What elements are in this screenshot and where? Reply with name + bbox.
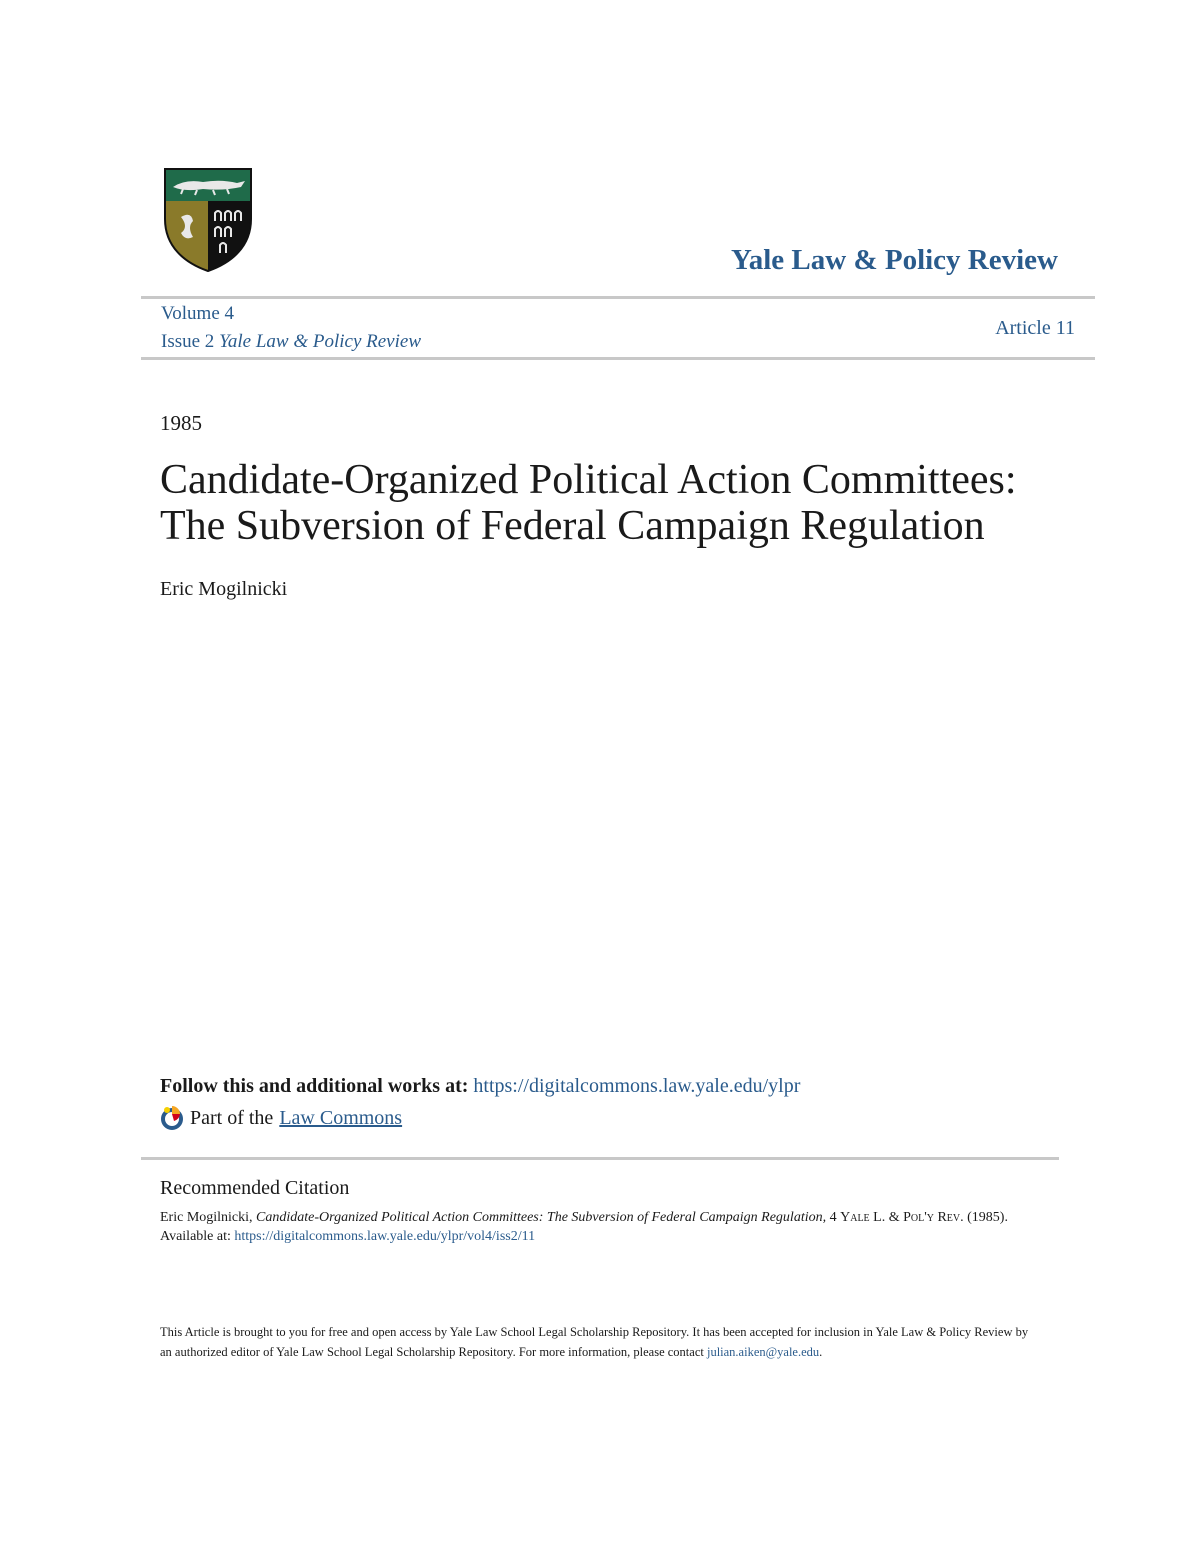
issue-journal: Yale Law & Policy Review [219,331,422,352]
citation-title: Candidate-Organized Political Action Committees: The Subversion of Federal Campaign Regulation, [256,1210,827,1225]
footer-text: This Article is brought to you for free and open access by Yale Law School Legal Scholarship Repository. It has been accepted for inclusion in Yale Law & Policy Review by an authorized editor of Yale Law School Legal Scholarship Repository. For more information, please contact [160,1325,1029,1359]
part-of-line [158,1104,402,1132]
law-commons-link[interactable]: Law Commons [279,1106,403,1129]
part-of-label: Part of the [190,1106,274,1129]
header-top-rule [141,296,1095,299]
citation-rule [141,1157,1059,1160]
title-line-1: Candidate-Organized Political Action Committees: [160,457,1017,503]
citation-volume: 4 [829,1210,837,1225]
bepress-commons-icon [158,1104,186,1132]
publication-year: 1985 [160,411,202,435]
available-label: Available at: [160,1229,231,1244]
article-title [160,457,1120,549]
journal-name[interactable]: Yale Law & Policy Review [731,244,1058,276]
citation-text [160,1208,1040,1246]
article-number[interactable]: Article 11 [995,317,1075,339]
header-bottom-rule [141,357,1095,360]
footer-note [160,1322,1040,1362]
follow-line [160,1075,800,1098]
footer-end: . [819,1345,823,1359]
author-name[interactable]: Eric Mogilnicki [160,578,288,600]
yale-law-shield-icon [163,167,253,273]
issue-link[interactable] [161,331,421,353]
citation-url-link[interactable]: https://digitalcommons.law.yale.edu/ylpr/vol4/iss2/11 [234,1229,536,1244]
citation-year: (1985). [967,1210,1008,1225]
recommended-citation-heading: Recommended Citation [160,1177,350,1199]
issue-number: Issue 2 [161,331,215,352]
title-line-2: The Subversion of Federal Campaign Regulation [160,503,985,549]
follow-label: Follow this and additional works at: [160,1075,469,1097]
follow-url-link[interactable]: https://digitalcommons.law.yale.edu/ylpr [473,1075,801,1097]
volume-link[interactable]: Volume 4 [161,303,235,324]
citation-journal: Yale L. & Pol'y Rev. [840,1210,964,1225]
citation-author: Eric Mogilnicki, [160,1210,253,1225]
contact-email-link[interactable]: julian.aiken@yale.edu [706,1345,820,1359]
